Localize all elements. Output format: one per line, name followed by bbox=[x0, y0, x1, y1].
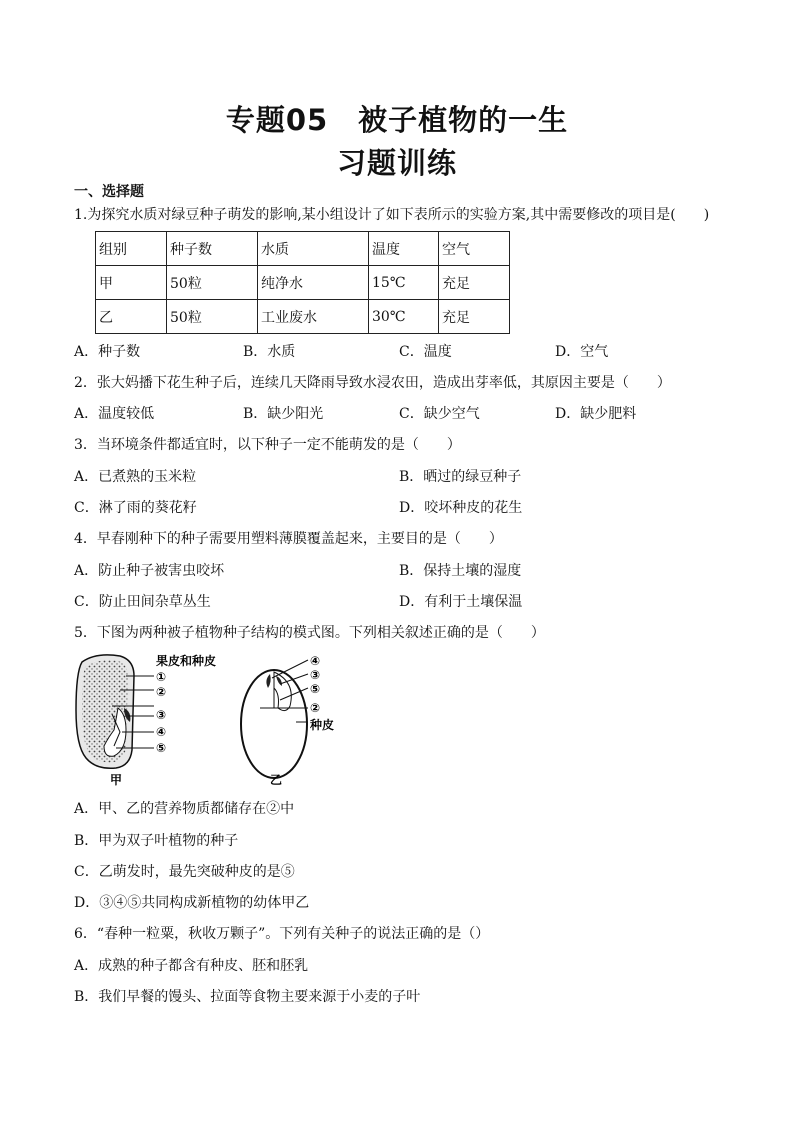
seed-jia-drawing bbox=[76, 655, 154, 768]
option-a: A．已煮熟的玉米粒 bbox=[74, 469, 197, 485]
label-pericarp-seedcoat: 果皮和种皮 bbox=[156, 654, 217, 668]
caption-yi: 乙 bbox=[270, 773, 283, 787]
option-b: B．缺少阳光 bbox=[243, 406, 324, 422]
table-row bbox=[96, 300, 510, 334]
option-a: A．种子数 bbox=[74, 344, 141, 360]
table-cell: 充足 bbox=[439, 266, 510, 300]
question-6-stem: 6．“春种一粒粟，秋收万颗子”。下列有关种子的说法正确的是（） bbox=[74, 926, 490, 942]
section-heading: 一、选择题 bbox=[74, 184, 144, 200]
table-cell: 充足 bbox=[439, 300, 510, 334]
table-header-row bbox=[96, 232, 510, 266]
table-cell: 纯净水 bbox=[258, 266, 369, 300]
option-d: D．咬坏种皮的花生 bbox=[399, 500, 523, 516]
option-d: D．缺少肥料 bbox=[555, 406, 637, 422]
experiment-table bbox=[95, 231, 510, 334]
label-seedcoat-right: 种皮 bbox=[310, 718, 335, 732]
page-subtitle: 习题训练 bbox=[336, 146, 457, 180]
option-b: B．水质 bbox=[243, 344, 296, 360]
option-a: A．防止种子被害虫咬坏 bbox=[74, 563, 225, 579]
caption-jia: 甲 bbox=[110, 773, 123, 787]
table-cell: 工业废水 bbox=[258, 300, 369, 334]
label-1: ① bbox=[156, 670, 167, 684]
option-a: A．甲、乙的营养物质都储存在②中 bbox=[74, 801, 295, 817]
table-header-cell: 组别 bbox=[96, 232, 167, 266]
option-d: D．有利于土壤保温 bbox=[399, 594, 523, 610]
table-header-cell: 水质 bbox=[258, 232, 369, 266]
table-cell: 50粒 bbox=[167, 300, 258, 334]
question-1-stem: 1.为探究水质对绿豆种子萌发的影响,某小组设计了如下表所示的实验方案,其中需要修改的项目是( ) bbox=[74, 207, 710, 223]
option-a: A．成熟的种子都含有种皮、胚和胚乳 bbox=[74, 958, 309, 974]
table-cell: 30℃ bbox=[369, 300, 439, 334]
label-2-right: ② bbox=[310, 701, 321, 715]
option-b: B．我们早餐的馒头、拉面等食物主要来源于小麦的子叶 bbox=[74, 989, 421, 1005]
table-header-cell: 温度 bbox=[369, 232, 439, 266]
option-c: C．淋了雨的葵花籽 bbox=[74, 500, 197, 516]
option-b: B．晒过的绿豆种子 bbox=[399, 469, 522, 485]
option-c: C．防止田间杂草丛生 bbox=[74, 594, 211, 610]
question-2-stem: 2．张大妈播下花生种子后，连续几天降雨导致水浸农田，造成出芽率低，其原因主要是（ ） bbox=[74, 375, 671, 391]
table-cell: 50粒 bbox=[167, 266, 258, 300]
question-3-stem: 3．当环境条件都适宜时，以下种子一定不能萌发的是（ ） bbox=[74, 437, 461, 453]
seed-structure-diagram bbox=[68, 650, 368, 790]
label-2: ② bbox=[156, 685, 167, 699]
option-d: D．空气 bbox=[555, 344, 609, 360]
label-5-right: ⑤ bbox=[310, 682, 321, 696]
option-c: C．乙萌发时，最先突破种皮的是⑤ bbox=[74, 864, 295, 880]
question-4-stem: 4．早春刚种下的种子需要用塑料薄膜覆盖起来，主要目的是（ ） bbox=[74, 531, 503, 547]
label-3-right: ③ bbox=[310, 668, 321, 682]
label-3: ③ bbox=[156, 708, 167, 722]
option-c: C．温度 bbox=[399, 344, 452, 360]
option-b: B．甲为双子叶植物的种子 bbox=[74, 833, 239, 849]
option-d: D．③④⑤共同构成新植物的幼体甲乙 bbox=[74, 895, 310, 911]
option-c: C．缺少空气 bbox=[399, 406, 480, 422]
question-5-stem: 5．下图为两种被子植物种子结构的模式图。下列相关叙述正确的是（ ） bbox=[74, 625, 545, 641]
label-4: ④ bbox=[156, 725, 167, 739]
table-header-cell: 空气 bbox=[439, 232, 510, 266]
seed-yi-drawing bbox=[241, 660, 308, 778]
option-a: A．温度较低 bbox=[74, 406, 155, 422]
page-title: 专题05 被子植物的一生 bbox=[225, 103, 569, 137]
table-cell: 15℃ bbox=[369, 266, 439, 300]
table-row bbox=[96, 266, 510, 300]
option-b: B．保持土壤的湿度 bbox=[399, 563, 522, 579]
table-cell: 甲 bbox=[96, 266, 167, 300]
table-cell: 乙 bbox=[96, 300, 167, 334]
table-header-cell: 种子数 bbox=[167, 232, 258, 266]
label-4-right: ④ bbox=[310, 654, 321, 668]
label-5: ⑤ bbox=[156, 741, 167, 755]
